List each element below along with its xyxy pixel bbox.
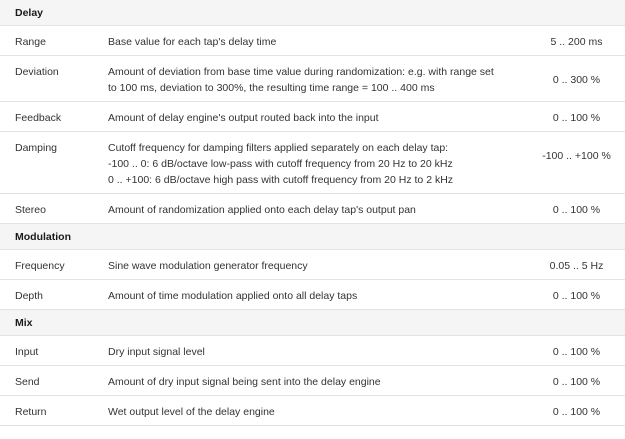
table-row (0, 56, 625, 102)
description-line: 0 .. +100: 6 dB/octave high pass with cutoff frequency from 20 Hz to 2 kHz (108, 174, 454, 186)
parameter-description (108, 26, 528, 50)
table-row (0, 396, 625, 426)
description-line: Amount of deviation from base time value during randomization: e.g. with range set (108, 66, 494, 78)
description-line: Amount of dry input signal being sent into the delay engine (108, 376, 381, 388)
parameter-range: 0 .. 100 % (552, 204, 601, 216)
parameter-description (108, 280, 528, 304)
table-row (0, 366, 625, 396)
parameter-range: -100 .. +100 % (542, 150, 611, 162)
parameter-name: Send (15, 376, 40, 388)
description-line: Base value for each tap's delay time (108, 36, 277, 48)
table-row (0, 132, 625, 194)
parameter-range: 0 .. 100 % (552, 376, 601, 388)
description-line: -100 .. 0: 6 dB/octave low-pass with cutoff frequency from 20 Hz to 20 kHz (108, 158, 453, 170)
parameter-range: 0 .. 100 % (552, 112, 601, 124)
parameter-range: 0 .. 100 % (552, 406, 601, 418)
table-row (0, 26, 625, 56)
table-row (0, 250, 625, 280)
description-line: Amount of time modulation applied onto all delay taps (108, 290, 358, 302)
parameter-range: 0.05 .. 5 Hz (549, 260, 604, 272)
table-row (0, 194, 625, 224)
parameter-range: 0 .. 300 % (552, 74, 601, 86)
parameter-name: Frequency (15, 260, 65, 272)
parameter-description (108, 132, 528, 188)
parameter-name: Depth (15, 290, 44, 302)
table-row (0, 280, 625, 310)
table-row (0, 336, 625, 366)
parameter-name: Range (15, 36, 46, 48)
parameter-range: 0 .. 100 % (552, 346, 601, 358)
parameter-name: Return (15, 406, 47, 418)
description-line: Sine wave modulation generator frequency (108, 260, 308, 272)
parameter-description (108, 102, 528, 126)
parameter-description (108, 366, 528, 390)
parameter-description (108, 336, 528, 360)
parameter-name: Input (15, 346, 39, 358)
description-line: to 100 ms, deviation to 300%, the resulting time range = 100 .. 400 ms (108, 82, 435, 94)
parameter-range: 5 .. 200 ms (550, 36, 603, 48)
description-line: Dry input signal level (108, 346, 205, 358)
description-line: Cutoff frequency for damping filters applied separately on each delay tap: (108, 142, 449, 154)
section-header: Modulation (0, 224, 625, 250)
section-header: Delay (0, 0, 625, 26)
table-row (0, 102, 625, 132)
parameter-description (108, 194, 528, 218)
description-line: Amount of randomization applied onto each delay tap's output pan (108, 204, 416, 216)
parameter-name: Feedback (15, 112, 62, 124)
parameter-name: Deviation (15, 66, 59, 78)
description-line: Wet output level of the delay engine (108, 406, 275, 418)
parameter-range: 0 .. 100 % (552, 290, 601, 302)
parameter-description (108, 56, 528, 96)
parameter-name: Stereo (15, 204, 46, 216)
parameter-description (108, 250, 528, 274)
description-line: Amount of delay engine's output routed back into the input (108, 112, 379, 124)
parameter-name: Damping (15, 142, 58, 154)
section-header: Mix (0, 310, 625, 336)
parameter-description (108, 396, 528, 420)
